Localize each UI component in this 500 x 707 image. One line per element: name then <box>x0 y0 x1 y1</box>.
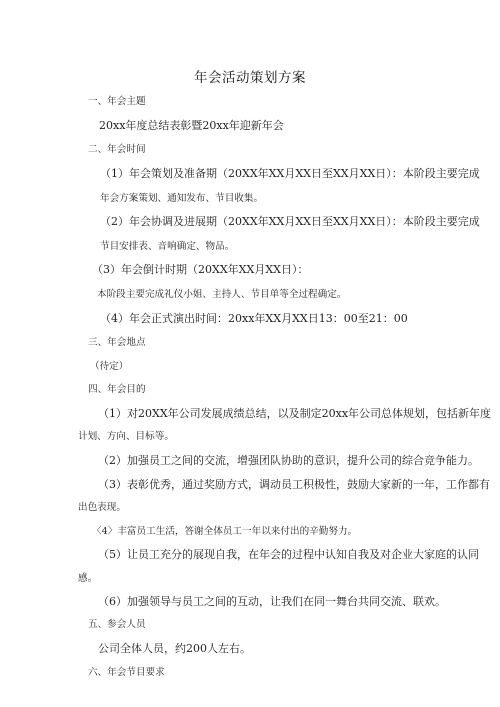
purpose-item-3-line-2: 出色表现。 <box>78 502 126 513</box>
time-item-1-line-1: （1）年会策划及准备期（20XX年XX月XX日至XX月XX日）：本阶段主要完成 <box>100 167 480 180</box>
purpose-item-4: 〈4〉丰富员工生活，答谢全体员工一年以来付出的辛勤努力。 <box>92 526 358 537</box>
purpose-item-3-line-1: （3）表彰优秀，通过奖励方式，调动员工积极性，鼓励大家新的一年，工作都有 <box>98 478 490 491</box>
purpose-item-1-line-2: 计划、方向、目标等。 <box>78 431 174 442</box>
section-heading-program: 六、年会节目要求 <box>88 667 165 678</box>
purpose-item-5-line-2: 感。 <box>78 573 98 584</box>
section-heading-purpose: 四、年会目的 <box>88 384 146 395</box>
document-title: 年会活动策划方案 <box>194 70 306 86</box>
time-item-3-line-1: （3）年会倒计时期（20XX年XX月XX日）： <box>92 263 309 276</box>
section-heading-time: 二、年会时间 <box>88 144 146 155</box>
time-item-4: （4）年会正式演出时间：20xx年XX月XX日13：00至21：00 <box>100 312 408 325</box>
time-item-3-line-2: 本阶段主要完成礼仪小姐、主持人、节目单等全过程确定。 <box>97 289 347 300</box>
section-heading-location: 三、年会地点 <box>88 337 146 348</box>
location-text: （待定） <box>90 361 129 372</box>
time-item-1-line-2: 年会方案策划、通知发布、节目收集。 <box>100 193 264 204</box>
section-heading-theme: 一、年会主题 <box>88 96 146 107</box>
time-item-2-line-2: 节目安排表、音响确定、物品。 <box>100 241 235 252</box>
section-heading-attendees: 五、参会人员 <box>88 619 146 630</box>
theme-text: 20xx年度总结表彰暨20xx年迎新年会 <box>99 119 284 132</box>
purpose-item-6: （6）加强领导与员工之间的互动，让我们在同一舞台共同交流、联欢。 <box>98 595 446 608</box>
purpose-item-1-line-1: （1）对20XX年公司发展成绩总结，以及制定20xx年公司总体规划，包括新年度 <box>98 407 492 420</box>
time-item-2-line-1: （2）年会协调及进展期（20XX年XX月XX日至XX月XX日）：本阶段主要完成 <box>100 215 480 228</box>
attendees-text: 公司全体人员，约200人左右。 <box>98 642 251 655</box>
purpose-item-5-line-1: （5）让员工充分的展现自我，在年会的过程中认知自我及对企业大家庭的认同 <box>98 548 479 561</box>
purpose-item-2: （2）加强员工之间的交流，增强团队协助的意识，提升公司的综合竞争能力。 <box>98 454 479 467</box>
